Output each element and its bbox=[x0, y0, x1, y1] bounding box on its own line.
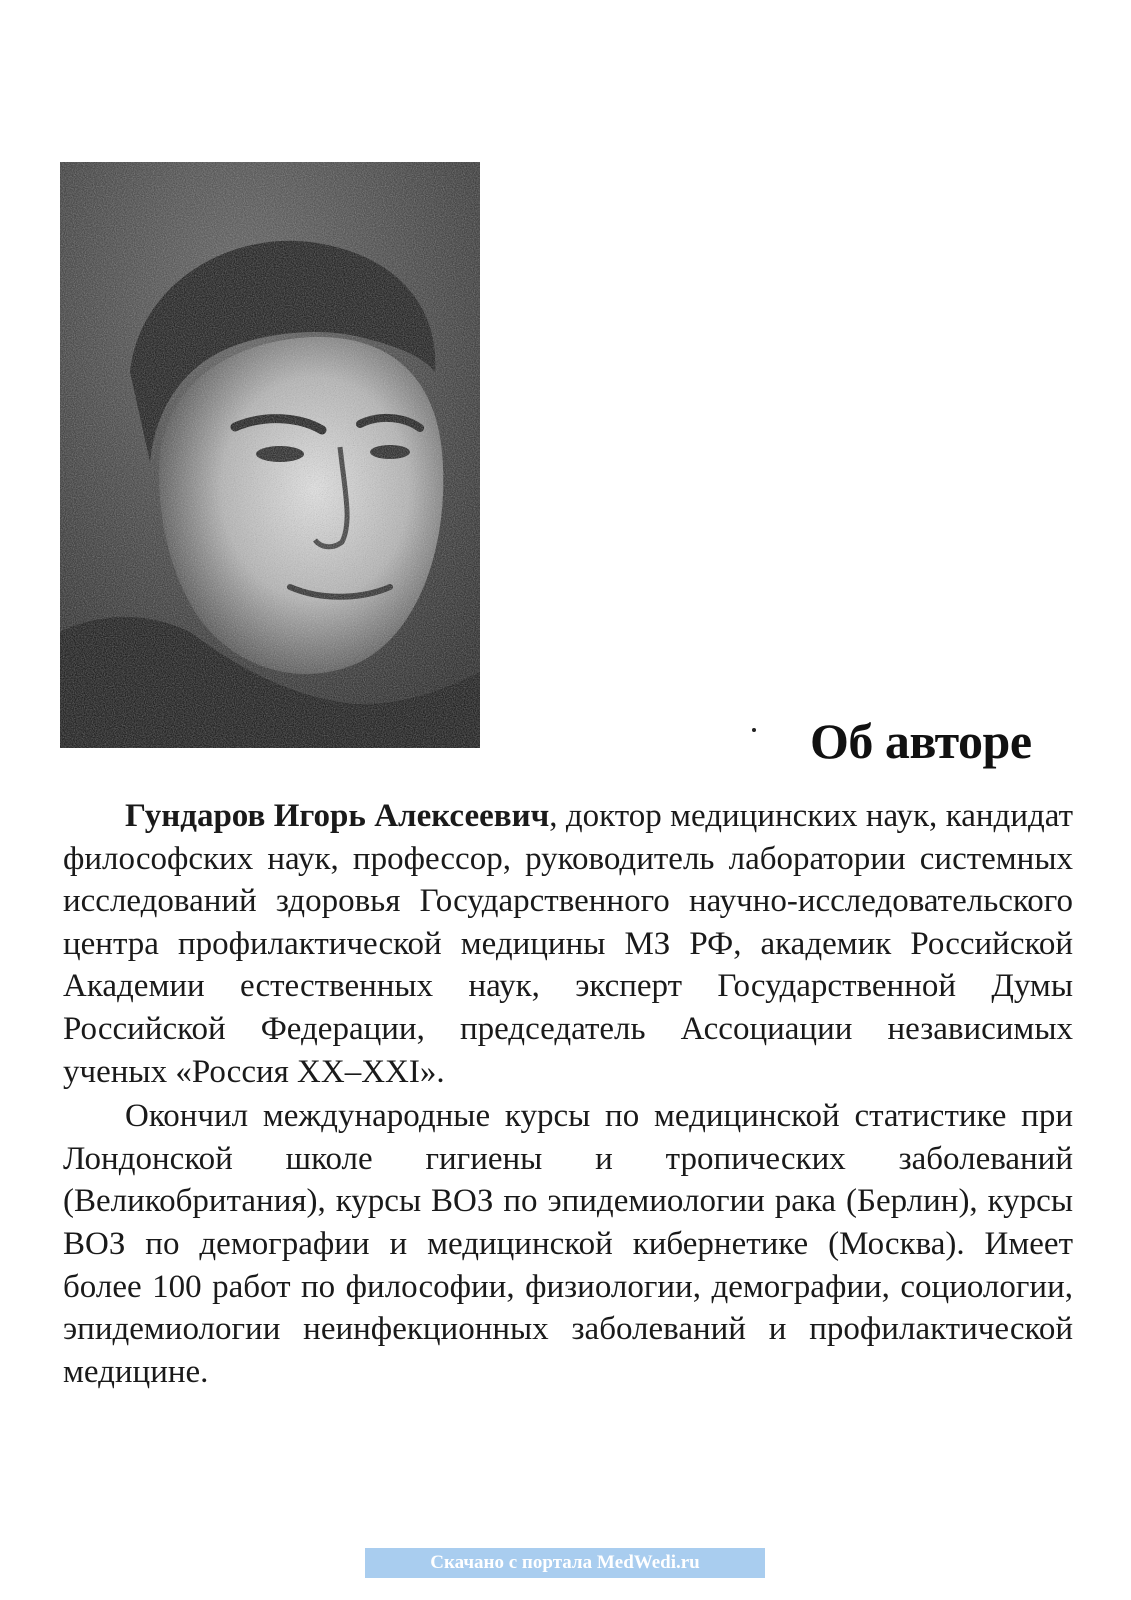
scan-speck bbox=[752, 728, 756, 732]
bio-paragraph-1 bbox=[63, 795, 1073, 1093]
bio-paragraph-2: Окончил международные курсы по медицинской статистике при Лондонской школе гигиены и тропических заболеваний (Великобритания), курсы ВОЗ по эпидемиологии рака (Берлин), курсы ВОЗ по демографии и медицинской кибернетике (Москва). Имеет более 100 работ по философии, физиологии, демографии, социологии, эпидемиологии неинфекционных заболеваний и профилактической медицине. bbox=[63, 1098, 1073, 1390]
bio-paragraph-1-text: , доктор медицинских наук, кандидат философских наук, профессор, руководитель лаборатории системных исследований здоровья Государственного научно-исследовательского центра профилактической медицины МЗ РФ, академик Российской Академии естественных наук, эксперт Государственной Думы Российской Федерации, председатель Ассоциации независимых ученых «Россия XX–XXI». bbox=[63, 798, 1073, 1090]
download-source-banner[interactable]: Скачано с портала MedWedi.ru bbox=[365, 1548, 765, 1578]
author-name: Гундаров Игорь Алексеевич bbox=[125, 798, 550, 834]
section-title: Об авторе bbox=[810, 712, 1032, 769]
author-portrait-photo bbox=[60, 162, 480, 748]
author-bio bbox=[63, 795, 1073, 1393]
